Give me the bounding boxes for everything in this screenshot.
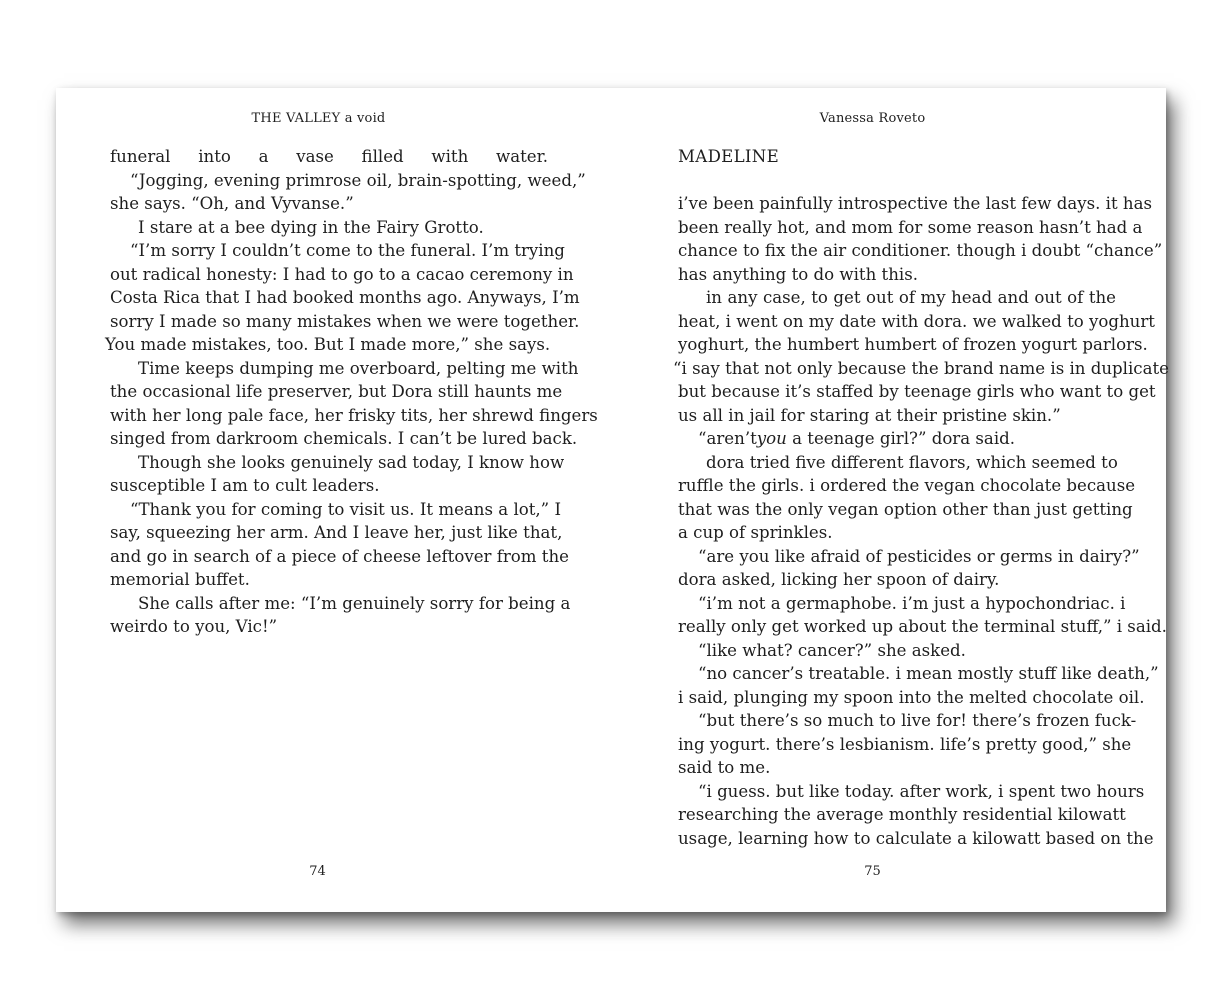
- text-line: “are you like afraid of pesticides or germs in dairy?”: [698, 546, 1140, 566]
- text-line: Time keeps dumping me overboard, pelting me with: [138, 358, 579, 378]
- text-line: Though she looks genuinely sad today, I know how: [138, 452, 565, 472]
- text-line: usage, learning how to calculate a kilowatt based on the: [678, 828, 1154, 848]
- text-line: researching the average monthly residential kilowatt: [678, 805, 1126, 824]
- page-number: 74: [309, 864, 326, 879]
- text-line: susceptible I am to cult leaders.: [110, 476, 380, 495]
- text-line: funeral into a vase filled with water.: [110, 147, 548, 166]
- text-line: sorry I made so many mistakes when we were together.: [110, 311, 580, 331]
- text-line: “but there’s so much to live for! there’s frozen fuck-: [698, 711, 1137, 730]
- right-page-text: [673, 145, 1169, 850]
- text-line: she says. “Oh, and Vyvanse.”: [110, 194, 354, 213]
- running-head-title: THE VALLEY a void: [251, 111, 386, 126]
- emphasis-word: you: [756, 429, 787, 448]
- text-line: “i guess. but like today. after work, i spent two hours: [698, 781, 1145, 801]
- text-line: i said, plunging my spoon into the melted chocolate oil.: [678, 687, 1145, 707]
- text-line: i’ve been painfully introspective the last few days. it has: [678, 194, 1153, 213]
- text-line: “no cancer’s treatable. i mean mostly stuff like death,”: [698, 664, 1159, 683]
- text-line: that was the only vegan option other than just getting: [678, 499, 1133, 519]
- right-page: [611, 88, 1169, 912]
- text-line: has anything to do with this.: [678, 264, 918, 284]
- text-fragment: a teenage girl?” dora said.: [786, 429, 1016, 448]
- text-line: out radical honesty: I had to go to a cacao ceremony in: [110, 264, 574, 284]
- text-line: yoghurt, the humbert humbert of frozen yogurt parlors.: [678, 335, 1148, 354]
- text-line: say, squeezing her arm. And I leave her, just like that,: [110, 523, 563, 542]
- text-line: and go in search of a piece of cheese leftover from the: [110, 546, 569, 566]
- text-fragment: “aren’t: [698, 429, 757, 448]
- text-line: the occasional life preserver, but Dora still haunts me: [110, 382, 563, 401]
- book-spread: [56, 88, 1169, 912]
- page-number: 75: [864, 864, 881, 879]
- text-line: “i’m not a germaphobe. i’m just a hypochondriac. i: [698, 593, 1126, 613]
- text-line: You made mistakes, too. But I made more,” she says.: [105, 335, 551, 354]
- text-line: memorial buffet.: [110, 570, 250, 589]
- text-line: Costa Rica that I had booked months ago. Anyways, I’m: [110, 288, 580, 307]
- text-line: singed from darkroom chemicals. I can’t be lured back.: [110, 429, 578, 448]
- text-line: heat, i went on my date with dora. we walked to yoghurt: [678, 311, 1155, 331]
- text-line-with-emphasis: [678, 427, 1116, 451]
- text-line: She calls after me: “I’m genuinely sorry for being a: [138, 593, 571, 613]
- text-line: weirdo to you, Vic!”: [110, 617, 278, 636]
- left-page-text: [105, 145, 598, 639]
- text-line: with her long pale face, her frisky tits, her shrewd fingers: [110, 405, 598, 425]
- text-line: but because it’s staffed by teenage girls who want to get: [678, 382, 1156, 401]
- text-line: said to me.: [678, 758, 771, 777]
- text-line: ruffle the girls. i ordered the vegan chocolate because: [678, 476, 1136, 495]
- text-line: I stare at a bee dying in the Fairy Grotto.: [138, 217, 484, 237]
- text-line: really only get worked up about the terminal stuff,” i said.: [678, 617, 1167, 636]
- text-line: dora asked, licking her spoon of dairy.: [678, 570, 1000, 589]
- text-line: “i say that not only because the brand name is in duplicate: [673, 358, 1169, 378]
- text-line: “like what? cancer?” she asked.: [698, 640, 966, 660]
- text-line: a cup of sprinkles.: [678, 523, 833, 542]
- chapter-heading: MADELINE: [678, 147, 779, 166]
- text-line: “Thank you for coming to visit us. It means a lot,” I: [130, 499, 561, 519]
- text-line: “I’m sorry I couldn’t come to the funeral. I’m trying: [130, 241, 565, 260]
- text-line: us all in jail for staring at their pristine skin.”: [678, 405, 1061, 425]
- text-line: been really hot, and mom for some reason hasn’t had a: [678, 217, 1143, 237]
- text-line: dora tried five different flavors, which seemed to: [706, 452, 1118, 472]
- text-line: in any case, to get out of my head and out of the: [706, 288, 1116, 307]
- blank-line: [678, 169, 1116, 193]
- text-line: “Jogging, evening primrose oil, brain-spotting, weed,”: [130, 170, 586, 190]
- running-head-author: Vanessa Roveto: [819, 111, 926, 126]
- text-line: ing yogurt. there’s lesbianism. life’s pretty good,” she: [678, 734, 1132, 754]
- left-page: [56, 88, 611, 912]
- text-line: chance to fix the air conditioner. though i doubt “chance”: [678, 241, 1163, 260]
